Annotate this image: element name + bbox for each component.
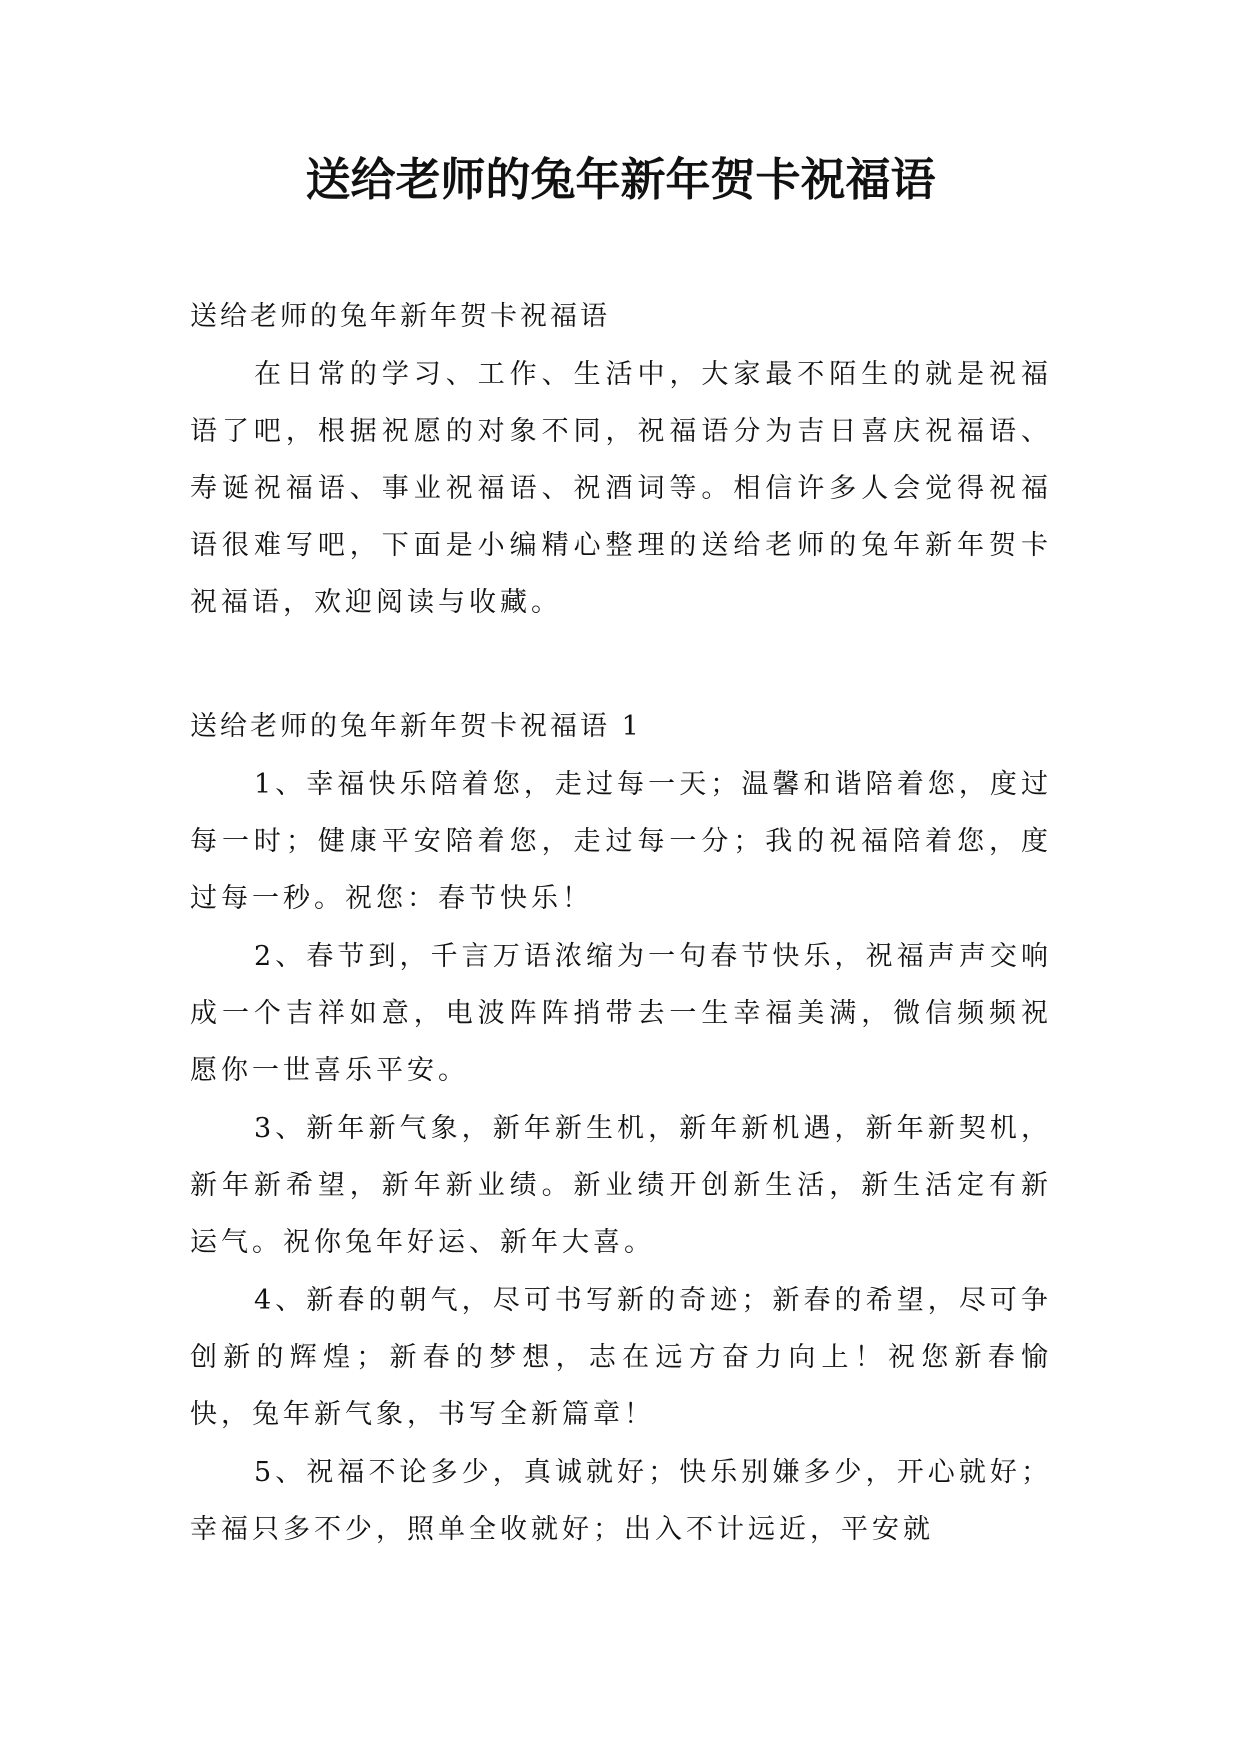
section-heading: 送给老师的兔年新年贺卡祝福语 [190,301,610,332]
document-title: 送给老师的兔年新年贺卡祝福语 [305,153,936,206]
greeting-item-2: 2、春节到，千言万语浓缩为一句春节快乐，祝福声声交响成一个吉祥如意，电波阵阵捎带去一生幸福美满，微信频频祝愿你一世喜乐平安。 [190,941,1052,1086]
intro-paragraph: 在日常的学习、工作、生活中，大家最不陌生的就是祝福语了吧，根据祝愿的对象不同，祝福语分为吉日喜庆祝福语、寿诞祝福语、事业祝福语、祝酒词等。相信许多人会觉得祝福语很难写吧，下面是小编精心整理的送给老师的兔年新年贺卡祝福语，欢迎阅读与收藏。 [190,359,1052,618]
greeting-item-4: 4、新春的朝气，尽可书写新的奇迹；新春的希望，尽可争创新的辉煌；新春的梦想，志在远方奋力向上！祝您新春愉快，兔年新气象，书写全新篇章！ [190,1285,1052,1430]
greeting-item-3: 3、新年新气象，新年新生机，新年新机遇，新年新契机，新年新希望，新年新业绩。新业绩开创新生活，新生活定有新运气。祝你兔年好运、新年大喜。 [190,1113,1052,1258]
subsection-heading: 送给老师的兔年新年贺卡祝福语 1 [190,711,642,742]
greeting-item-1: 1、幸福快乐陪着您，走过每一天；温馨和谐陪着您，度过每一时；健康平安陪着您，走过每一分；我的祝福陪着您，度过每一秒。祝您：春节快乐！ [190,769,1052,914]
greeting-item-5: 5、祝福不论多少，真诚就好；快乐别嫌多少，开心就好；幸福只多不少，照单全收就好；出入不计远近，平安就 [190,1457,1052,1545]
